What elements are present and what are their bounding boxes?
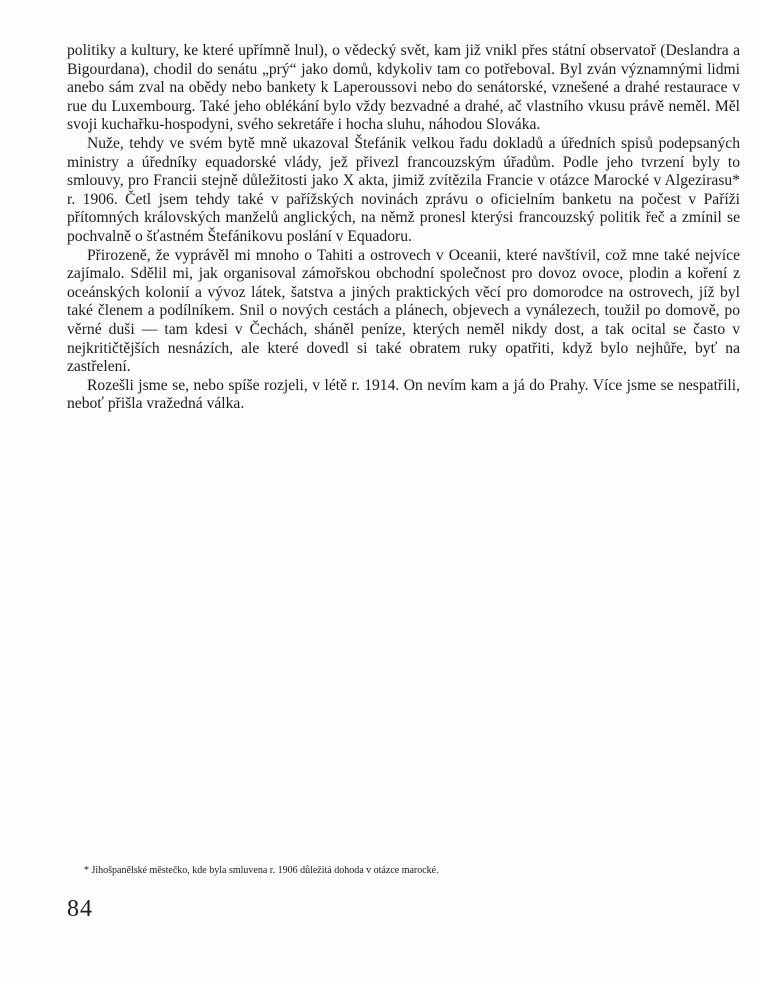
- body-text: [67, 42, 740, 414]
- paragraph-continuation: politiky a kultury, ke které upřímně lnul), o vědecký svět, kam již vnikl přes státní observatoř (Deslandra a Bigourdana), chodil do senátu „prý“ jako domů, kdykoliv tam co potřeboval. Byl zván významnými lidmi anebo sám zval na obědy nebo bankety k Laperoussovi nebo do senátorské, vznešené a drahé restaurace v rue du Luxembourg. Také jeho oblékání bylo vždy bezvadné a drahé, ač vlastního vkusu právě neměl. Měl svoji kuchařku-hospodyni, svého sekretáře i hocha sluhu, náhodou Slováka.: [67, 42, 740, 134]
- paragraph-parting: Rozešli jsme se, nebo spíše rozjeli, v létě r. 1914. On nevím kam a já do Prahy. Více jsme se nespatřili, neboť přišla vražedná válka.: [67, 376, 740, 413]
- footnote: * Jihošpanělské městečko, kde byla smluvena r. 1906 důležitá dohoda v otázce marocké.: [84, 865, 439, 876]
- page-number: 84: [67, 896, 93, 922]
- paragraph-documents: Nuže, tehdy ve svém bytě mně ukazoval Štefánik velkou řadu dokladů a úředních spisů podepsaných ministry a úředníky equadorské vlády, jež přivezl francouzským úřadům. Podle jeho tvrzení byly to smlouvy, pro Francii stejně důležitosti jako X akta, jimiž zvítězila Francie v otázce Marocké v Algezirasu* r. 1906. Četl jsem tehdy také v pařížských novinách zprávu o oficielním banketu na počest v Paříži přítomných královských manželů anglických, na němž pronesl kterýsi francouzský politik řeč a zmínil se pochvalně o šťastném Štefánikovu poslání v Equadoru.: [67, 134, 740, 245]
- paragraph-oceania: Přirozeně, že vyprávěl mi mnoho o Tahiti a ostrovech v Oceanii, které navštívil, což mne také nejvíce zajímalo. Sdělil mi, jak organisoval zámořskou obchodní společnost pro dovoz ovoce, plodin a koření z oceánských kolonií a vývoz látek, šatstva a jiných praktických věcí pro domorodce na ostrovech, jíž byl také členem a podílníkem. Snil o nových cestách a plánech, objevech a vynálezech, toužil po domově, po věrné duši — tam kdesi v Čechách, sháněl peníze, kterých neměl nikdy dost, a tak ocital se často v nejkritičtějších nesnázích, ale které dovedl si také obratem ruky opatřiti, když bylo nejhůře, byť na zastřelení.: [67, 246, 740, 376]
